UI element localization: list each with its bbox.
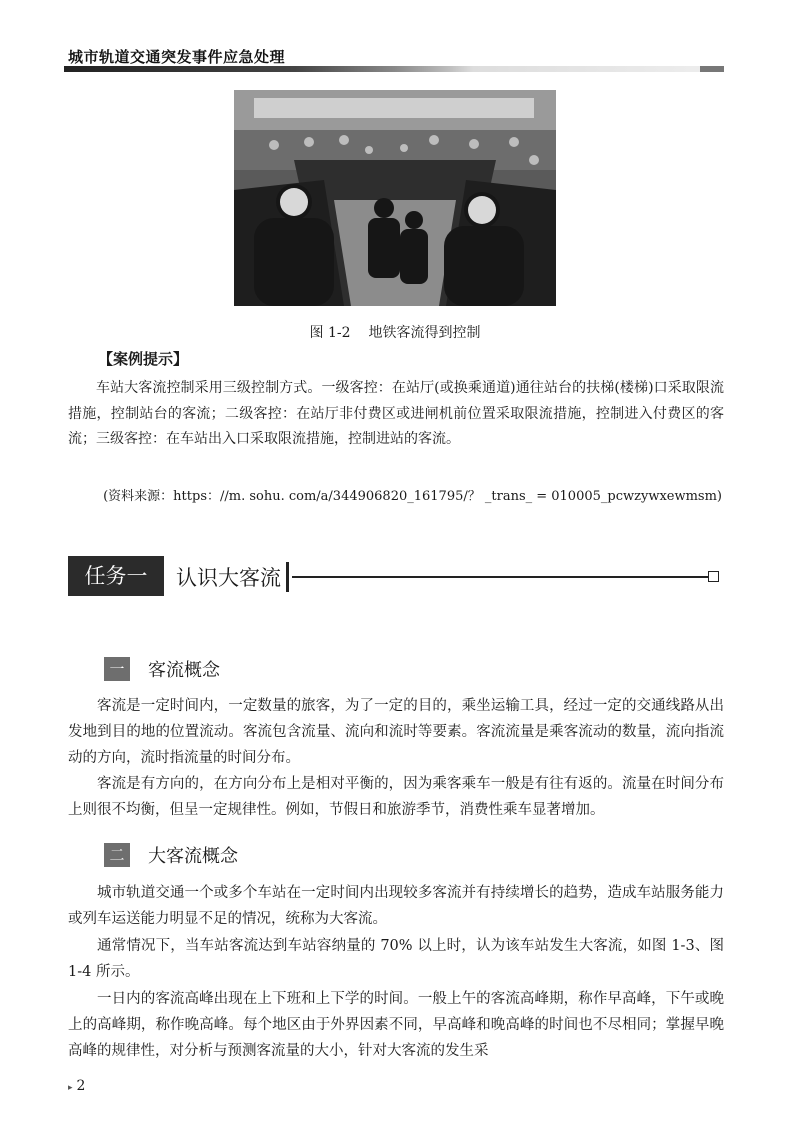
section-title: 大客流概念 [148,846,238,867]
subway-crowd-photo [234,90,556,306]
photo-illustration [234,90,556,306]
paragraph: 客流是一定时间内，一定数量的旅客，为了一定的目的，乘坐运输工具，经过一定的交通线路从出发地到目的地的位置流动。客流包含流量、流向和流时等要素。客流流量是乘客流动的数量，流向指流动的方向，流时指流量的时间分布。 [68,698,724,766]
task-label: 任务一 [68,556,164,596]
paragraph: 客流是有方向的，在方向分布上是相对平衡的，因为乘客乘车一般是有往有返的。流量在时间分布上则很不均衡，但呈一定规律性。例如，节假日和旅游季节，消费性乘车显著增加。 [68,776,724,818]
header-title: 城市轨道交通突发事件应急处理 [68,48,286,66]
caption-number: 图 1-2 [309,325,351,341]
paragraph: 城市轨道交通一个或多个车站在一定时间内出现较多客流并有持续增长的趋势，造成车站服务能力或列车运送能力明显不足的情况，统称为大客流。 [68,885,724,927]
section-number-badge: 一 [104,657,130,681]
paragraph: 通常情况下，当车站客流达到车站容纳量的 70% 以上时，认为该车站发生大客流，如图 1-3、图 1-4 所示。 [68,938,724,980]
caption-text: 地铁客流得到控制 [368,325,481,341]
case-hint-body: 车站大客流控制采用三级控制方式。一级客控：在站厅(或换乘通道)通往站台的扶梯(楼梯)口采取限流措施，控制站台的客流；二级客控：在站厅非付费区或进闸机前位置采取限流措施，控制进入付费区的客流；三级客控：在车站出入口采取限流措施，控制进站的客流。 [68,380,724,447]
page-footer [68,1078,85,1094]
task-title: 认识大客流 [176,566,281,590]
figure-caption [0,322,790,342]
page-number: 2 [76,1078,86,1094]
header-rule-end [700,66,724,72]
section-title: 客流概念 [148,660,220,681]
paragraph: 一日内的客流高峰出现在上下班和上下学的时间。一般上午的客流高峰期，称作早高峰，下午或晚上的高峰期，称作晚高峰。每个地区由于外界因素不同，早高峰和晚高峰的时间也不尽相同；掌握早晚高峰的规律性，对分析与预测客流量的大小，针对大客流的发生采 [68,991,724,1059]
task-rule-end-square [708,571,719,582]
header-rule [64,66,724,72]
source-citation: (资料来源：https：//m. sohu. com/a/344906820_161795/？ _trans_ = 010005_pcwzywxewmsm) [103,489,722,504]
section-number-badge: 二 [104,843,130,867]
task-divider-bar [286,562,289,592]
case-hint-heading: 【案例提示】 [98,350,189,368]
task-rule-line [292,576,708,578]
page-marker-icon: ▸ [68,1083,73,1093]
